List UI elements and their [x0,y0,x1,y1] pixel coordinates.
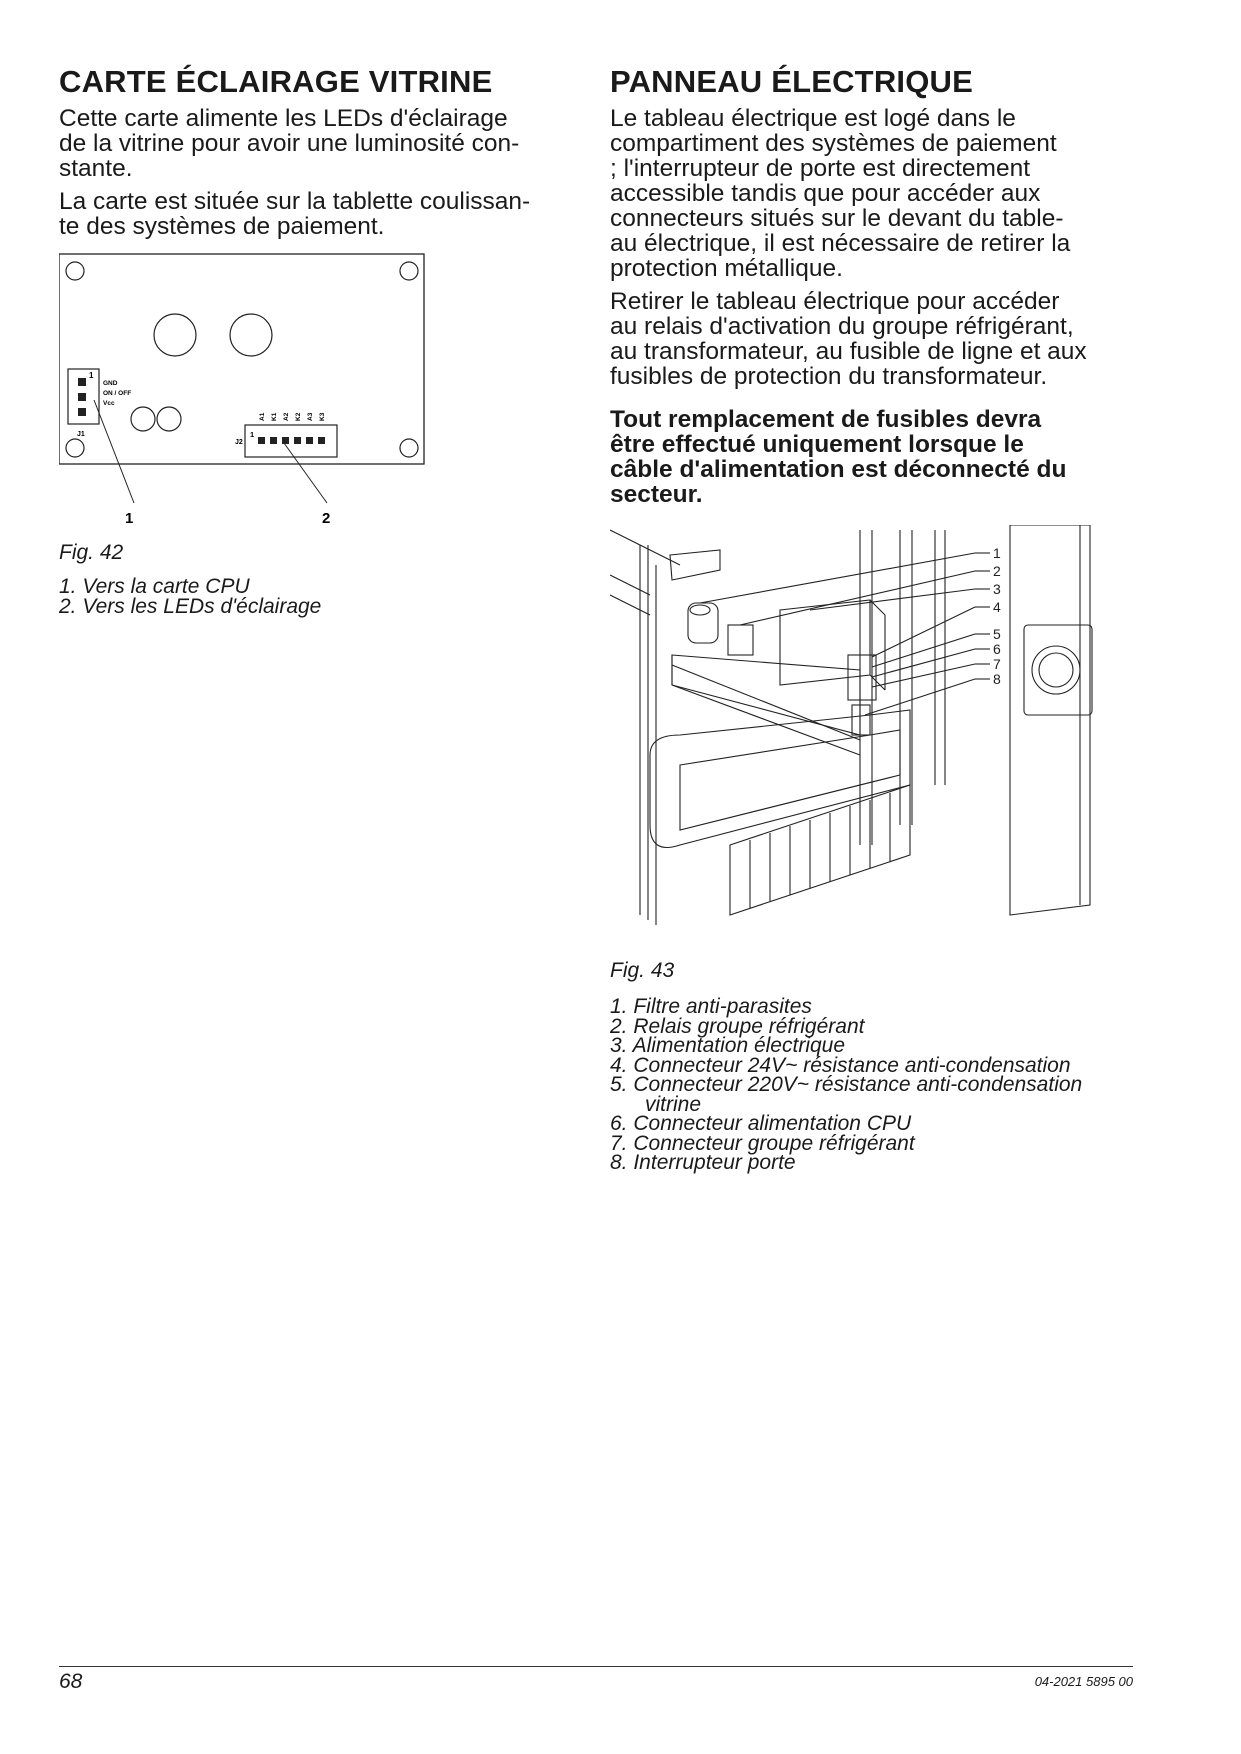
text-line: te des systèmes de paiement. [59,213,385,240]
callout-2: 2 [993,563,1001,579]
text-line: La carte est située sur la tablette coulissan- [59,188,531,215]
figure-43-electrical-panel-diagram [610,525,1110,955]
j2-pin1-label: 1 [250,430,255,439]
paragraph-panneau-description [610,106,1140,281]
document-code: 04-2021 5895 00 [1034,1674,1133,1689]
text-line: Cette carte alimente les LEDs d'éclairage [59,105,508,132]
warning-fuse-replacement [610,407,1140,507]
text-line: fusibles de protection du transformateur. [610,363,1048,390]
left-column [59,62,579,616]
legend-item: 5. Connecteur 220V~ résistance anti-condensation [610,1073,1083,1096]
text-line: Tout remplacement de fusibles devra [610,406,1042,433]
text-line: ; l'interrupteur de porte est directement [610,155,1031,182]
text-line: stante. [59,155,133,182]
mounting-hole-icon [66,439,84,457]
text-line: protection métallique. [610,255,843,282]
callout-1: 1 [125,510,134,527]
legend-item: 6. Connecteur alimentation CPU [610,1112,912,1135]
callout-leader-2 [284,443,327,503]
j1-pin1-label: 1 [89,371,94,380]
j2-header-k2: K2 [295,412,302,421]
callout-4: 4 [993,599,1001,615]
mounting-hole-icon [400,262,418,280]
callout-6: 6 [993,641,1001,657]
callout-5: 5 [993,626,1001,642]
j1-name-label: J1 [77,431,85,438]
j2-header-a3: A3 [307,412,314,421]
legend-item: 2. Relais groupe réfrigérant [610,1014,865,1038]
callout-8: 8 [993,671,1001,687]
text-line: Le tableau électrique est logé dans le [610,105,1016,132]
capacitor-icon [230,314,272,356]
text-line: connecteurs situés sur le devant du table- [610,205,1064,232]
text-line: Retirer le tableau électrique pour accéder [610,288,1060,315]
j2-header-a1: A1 [259,412,266,421]
j2-header-k3: K3 [319,412,326,421]
text-line: au électrique, il est nécessaire de retirer la [610,230,1071,257]
paragraph-carte-location [59,189,579,239]
j2-header-k1: K1 [271,412,278,421]
figure-42-legend [59,577,579,616]
callout-1: 1 [993,545,1001,561]
callout-7: 7 [993,656,1001,672]
figure-42-board-diagram [59,253,509,553]
pcb-outline [59,254,424,464]
legend-item: 1. Filtre anti-parasites [610,995,812,1018]
legend-item: 3. Alimentation électrique [610,1034,846,1057]
text-line: au transformateur, au fusible de ligne et aux [610,338,1087,365]
legend-item: vitrine [610,1092,702,1116]
j1-vcc-label: Vcc [103,400,115,407]
paragraph-panneau-access [610,289,1140,389]
legend-item: 2. Vers les LEDs d'éclairage [59,594,322,618]
j1-onoff-label: ON / OFF [103,390,132,397]
paragraph-carte-description [59,106,579,181]
text-line: de la vitrine pour avoir une luminosité con- [59,130,520,157]
component-icon [131,407,155,431]
figure-42-caption: Fig. 42 [59,541,124,564]
legend-item: 4. Connecteur 24V~ résistance anti-condensation [610,1053,1071,1077]
j2-name-label: J2 [235,439,243,446]
legend-item: 8. Interrupteur porte [610,1151,796,1174]
page-number: 68 [59,1670,83,1693]
mounting-hole-icon [400,439,418,457]
j1-gnd-label: GND [103,380,118,387]
figure-43-legend [610,997,1140,1173]
figure-43-caption: Fig. 43 [610,959,675,982]
mounting-hole-icon [66,262,84,280]
legend-item: 1. Vers la carte CPU [59,575,250,598]
text-line: compartiment des systèmes de paiement [610,130,1057,157]
component-icon [157,407,181,431]
right-column [610,62,1140,1173]
text-line: être effectué uniquement lorsque le [610,431,1024,458]
legend-item: 7. Connecteur groupe réfrigérant [610,1131,915,1155]
j2-header-a2: A2 [283,412,290,421]
section-title-panneau-electrique: PANNEAU ÉLECTRIQUE [610,64,973,99]
callout-leader-1 [94,400,134,503]
callout-3: 3 [993,581,1001,597]
section-title-carte-eclairage: CARTE ÉCLAIRAGE VITRINE [59,64,493,99]
footer-divider [59,1666,1133,1667]
text-line: câble d'alimentation est déconnecté du [610,456,1067,483]
capacitor-icon [154,314,196,356]
text-line: au relais d'activation du groupe réfrigérant, [610,313,1074,340]
callout-2: 2 [322,510,331,527]
text-line: secteur. [610,481,703,508]
text-line: accessible tandis que pour accéder aux [610,180,1041,207]
